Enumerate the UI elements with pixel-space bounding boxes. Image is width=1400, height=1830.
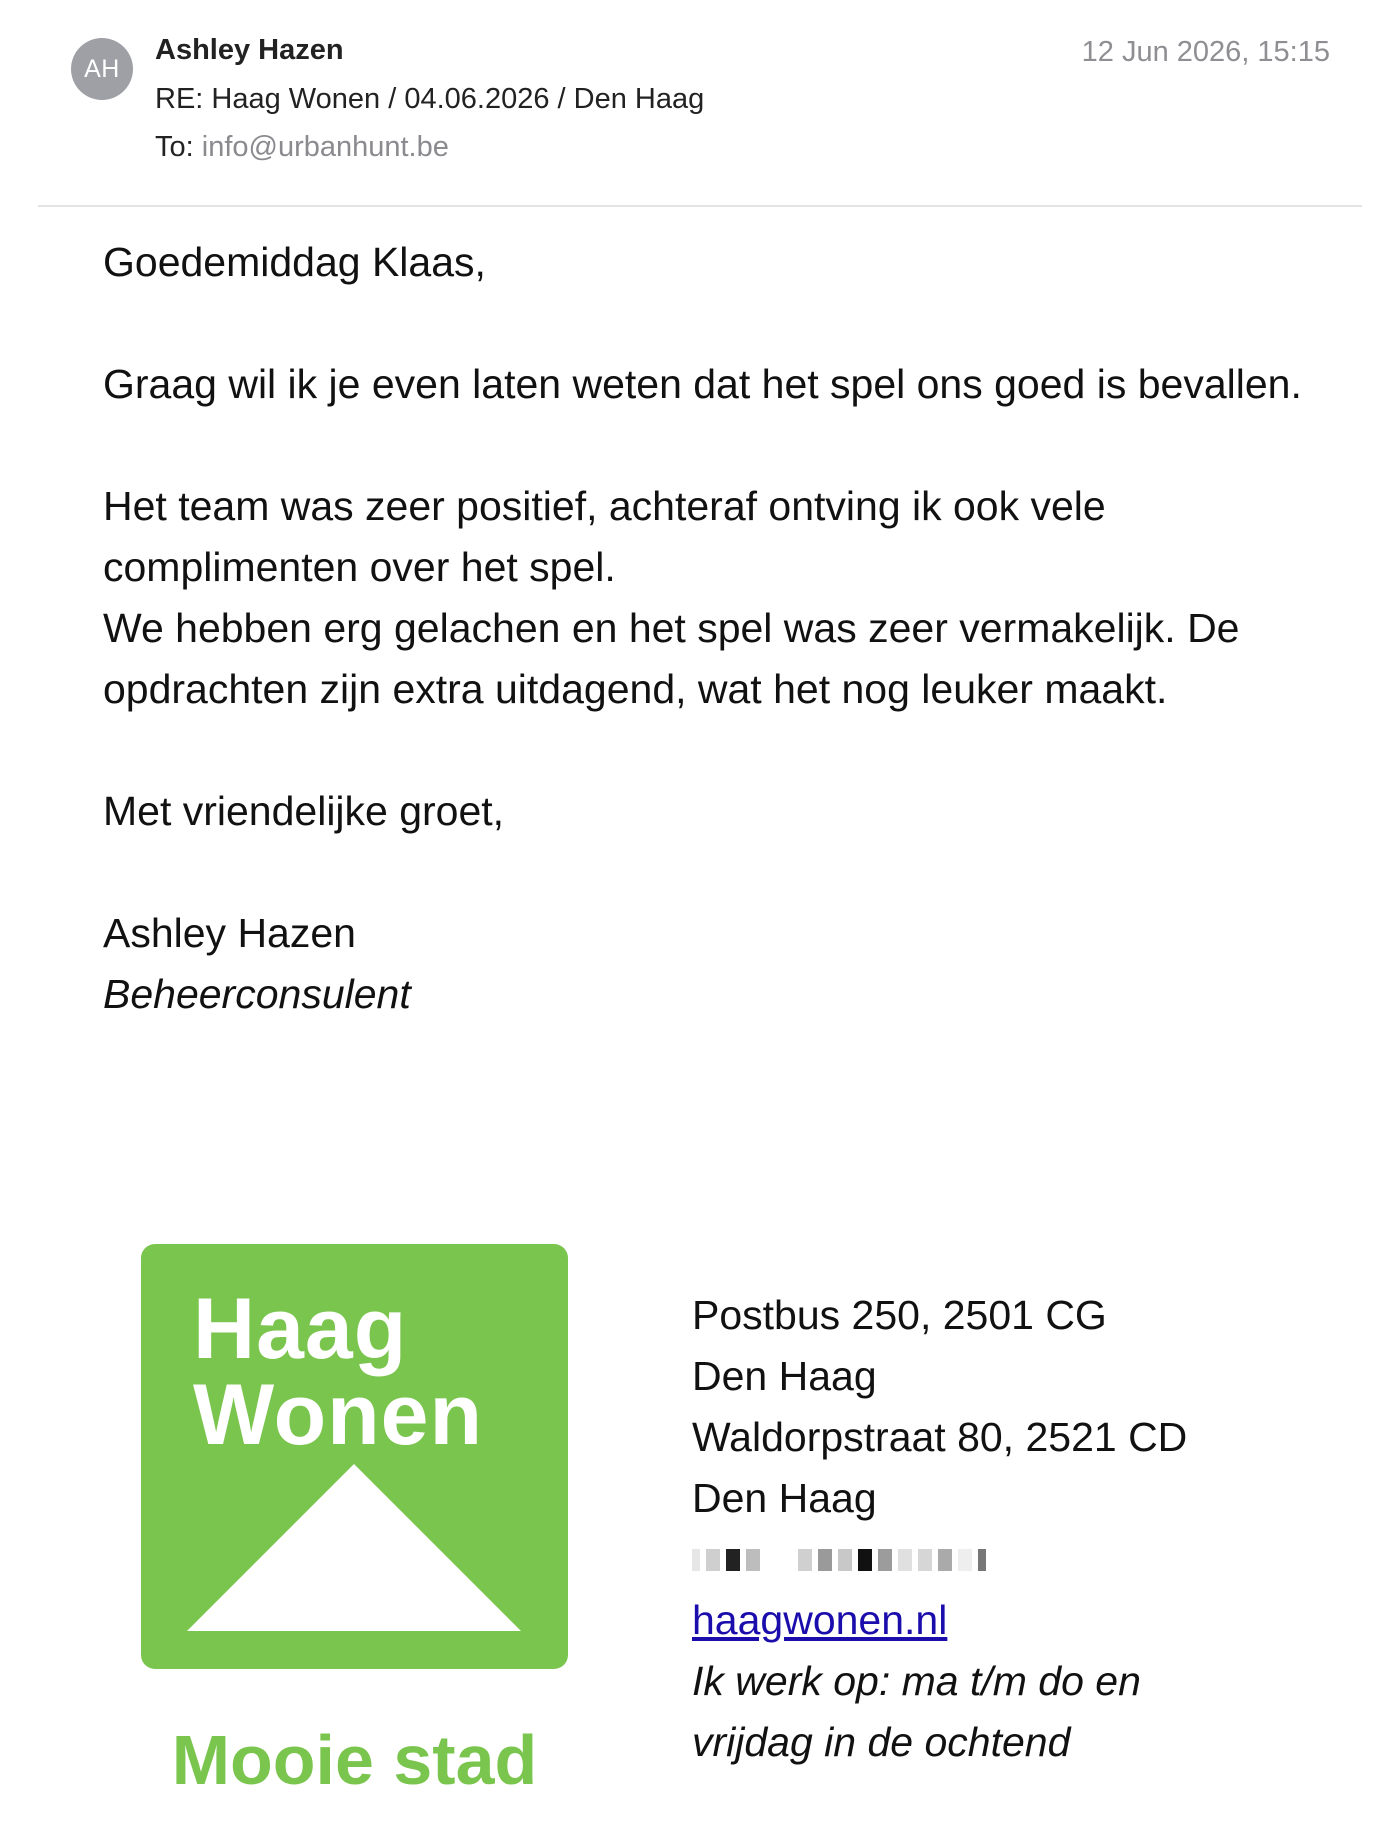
redacted-phone: [692, 1529, 1187, 1590]
address-line-2: Den Haag: [692, 1353, 877, 1399]
paragraph-2-line-2: We hebben erg gelachen en het spel was zeer vermakelijk. De opdrachten zijn extra uitdagend, wat het nog leuker maakt.: [103, 605, 1240, 712]
greeting: Goedemiddag Klaas,: [103, 239, 486, 285]
spacer: [103, 293, 1313, 354]
logo-word-wonen: Wonen: [193, 1367, 484, 1463]
signature-role: Beheerconsulent: [103, 971, 411, 1017]
logo-tagline: Mooie stad: [171, 1721, 538, 1799]
working-hours-line-2: vrijdag in de ochtend: [692, 1719, 1071, 1765]
sender-name[interactable]: Ashley Hazen: [155, 34, 344, 66]
haag-wonen-logo: [141, 1244, 568, 1669]
spacer: [103, 720, 1313, 781]
paragraph-1: Graag wil ik je even laten weten dat het spel ons goed is bevallen.: [103, 361, 1302, 407]
recipient-address[interactable]: info@urbanhunt.be: [201, 131, 449, 163]
address-line-1: Postbus 250, 2501 CG: [692, 1292, 1107, 1338]
signature-contact: [692, 1285, 1187, 1773]
signature-name: Ashley Hazen: [103, 910, 356, 956]
address-line-4: Den Haag: [692, 1475, 877, 1521]
email-subject: RE: Haag Wonen / 04.06.2026 / Den Haag: [155, 83, 705, 115]
spacer: [103, 415, 1313, 476]
logo-word-haag: Haag: [193, 1281, 408, 1377]
header-divider: [38, 205, 1362, 207]
logo-roof-icon: [187, 1464, 521, 1631]
website-link[interactable]: haagwonen.nl: [692, 1597, 948, 1643]
to-label: To:: [155, 131, 194, 163]
avatar[interactable]: AH: [71, 38, 133, 100]
address-line-3: Waldorpstraat 80, 2521 CD: [692, 1414, 1188, 1460]
spacer: [103, 842, 1313, 903]
email-body: [103, 232, 1313, 1025]
paragraph-2-line-1: Het team was zeer positief, achteraf ontving ik ook vele complimenten over het spel.: [103, 483, 1106, 590]
working-hours-line-1: Ik werk op: ma t/m do en: [692, 1658, 1141, 1704]
recipient-line: [155, 131, 449, 164]
closing: Met vriendelijke groet,: [103, 788, 505, 834]
email-date: 12 Jun 2026, 15:15: [1081, 36, 1330, 68]
email-header: [0, 0, 1400, 206]
